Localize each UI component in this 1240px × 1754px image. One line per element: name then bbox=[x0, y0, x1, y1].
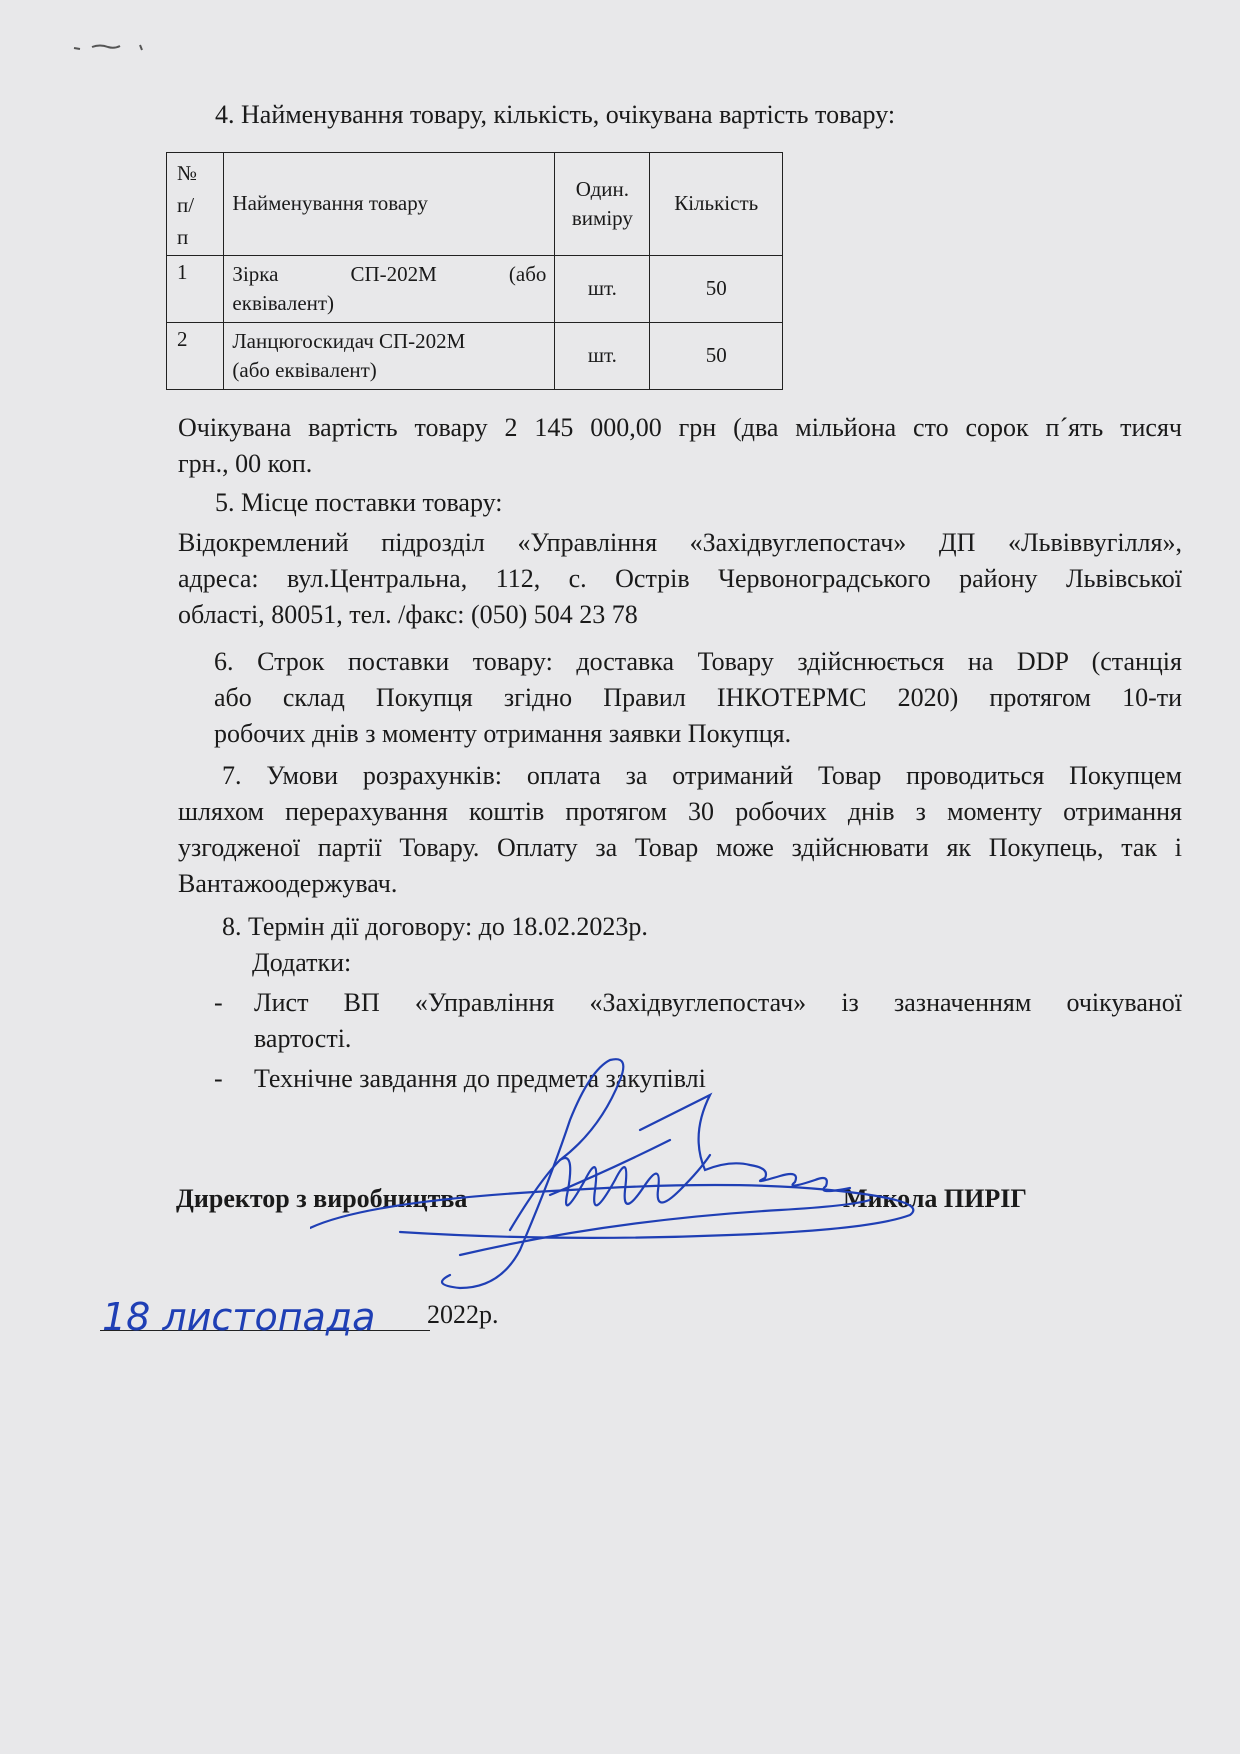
svg-text:18 листопада: 18 листопада bbox=[102, 1295, 376, 1339]
header-qty: Кількість bbox=[650, 153, 783, 256]
row-unit: шт. bbox=[555, 256, 650, 323]
table-row bbox=[167, 323, 783, 390]
table-header-row bbox=[167, 153, 783, 256]
header-num: № п/п bbox=[167, 153, 224, 256]
header-unit: Один. виміру bbox=[555, 153, 650, 256]
signatory-name: Микола ПИРІГ bbox=[843, 1184, 1027, 1213]
delivery-place-paragraph: Відокремлений підрозділ «Управління «Західвуглепостач» ДП «Львіввугілля», адреса: вул.Центральна, 112, с. Острів Червоноградського району Львівської області, 80051, тел. /факс: (050) 504 23 78 bbox=[178, 528, 1182, 629]
row-qty: 50 bbox=[650, 323, 783, 390]
section-4-heading: 4. Найменування товару, кількість, очікувана вартість товару: bbox=[215, 100, 896, 129]
section-5-heading: 5. Місце поставки товару: bbox=[215, 488, 503, 517]
table-row bbox=[167, 256, 783, 323]
header-name: Найменування товару bbox=[224, 153, 555, 256]
handwritten-date bbox=[98, 1282, 428, 1342]
list-item: - Лист ВП «Управління «Західвуглепостач» із зазначенням очікуваної вартості. bbox=[214, 988, 1182, 1053]
row-name: Ланцюгоскидач СП-202М (або еквівалент) bbox=[224, 323, 555, 390]
goods-table bbox=[166, 152, 783, 390]
expected-cost-paragraph: Очікувана вартість товару 2 145 000,00 грн (два мільйона сто сорок п´ять тисяч грн., 00 коп. bbox=[178, 413, 1182, 478]
list-item: - Технічне завдання до предмета закупівлі bbox=[214, 1064, 706, 1093]
row-num: 2 bbox=[167, 323, 224, 390]
row-name: Зірка СП-202М (або еквівалент) bbox=[224, 256, 555, 323]
date-year: 2022р. bbox=[427, 1300, 499, 1329]
attachments-heading: Додатки: bbox=[252, 948, 352, 977]
contract-term: 8. Термін дії договору: до 18.02.2023р. bbox=[222, 912, 648, 941]
row-unit: шт. bbox=[555, 323, 650, 390]
handwritten-signature bbox=[310, 1050, 950, 1290]
row-num: 1 bbox=[167, 256, 224, 323]
delivery-term-paragraph: 6. Строк поставки товару: доставка Товару здійснюється на DDP (станція або склад Покупця згідно Правил ІНКОТЕРМС 2020) протягом 10-ти робочих днів з моменту отримання заявки Покупця. bbox=[214, 647, 1182, 748]
row-qty: 50 bbox=[650, 256, 783, 323]
signatory-role: Директор з виробництва bbox=[176, 1184, 468, 1213]
payment-terms-paragraph: 7. Умови розрахунків: оплата за отриманий Товар проводиться Покупцем шляхом перерахування коштів протягом 30 робочих днів з моменту отримання узгодженої партії Товару. Оплату за Товар може здійснювати як Покупець, так і Вантажоодержувач. bbox=[178, 761, 1182, 898]
scan-artifact-mark bbox=[70, 40, 160, 54]
